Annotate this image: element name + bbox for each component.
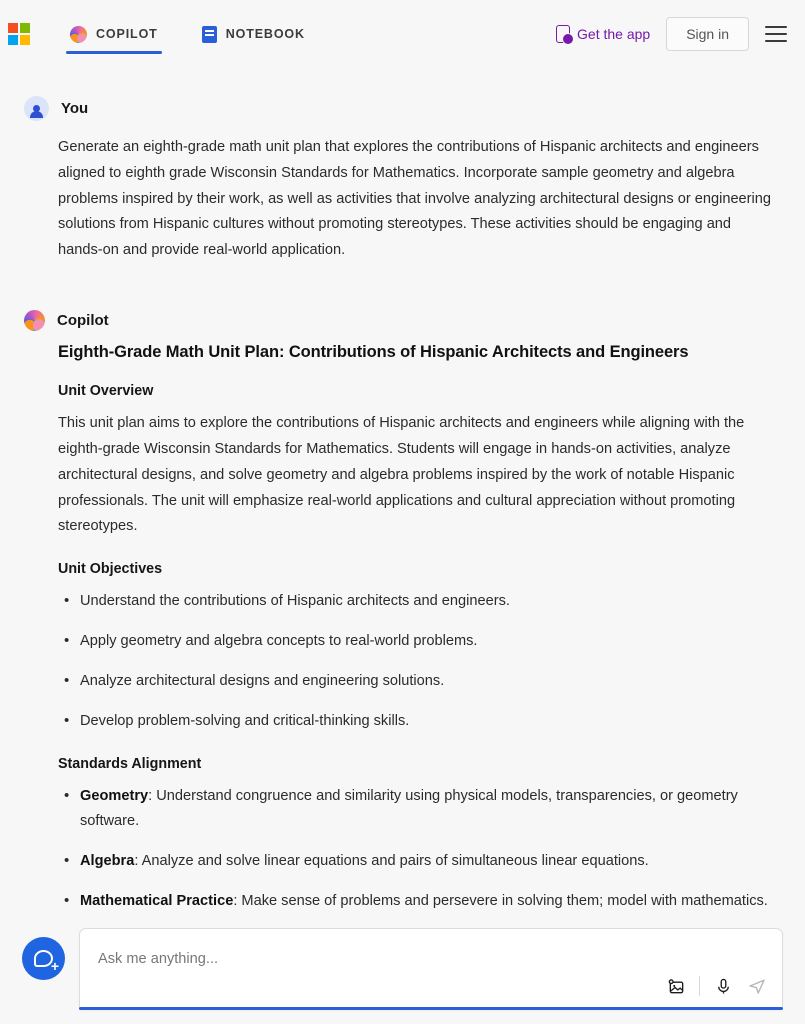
send-icon[interactable] [746, 975, 768, 997]
copilot-icon [70, 26, 87, 43]
list-item-text: : Analyze and solve linear equations and pairs of simultaneous linear equations. [134, 853, 649, 870]
section-heading-unit-overview: Unit Overview [58, 383, 154, 400]
assistant-name: Copilot [57, 312, 109, 330]
list-item-text: : Make sense of problems and persevere in solving them; model with mathematics. [233, 893, 768, 910]
assistant-message-header [24, 310, 775, 331]
tab-active-underline [66, 51, 162, 54]
list-item [58, 849, 775, 875]
user-message [24, 96, 775, 264]
list-item [58, 709, 775, 735]
microsoft-logo[interactable] [8, 23, 30, 45]
app-header [0, 0, 805, 68]
list-item [58, 669, 775, 695]
list-item-text: Understand the contributions of Hispanic architects and engineers. [80, 593, 510, 610]
list-item [58, 629, 775, 655]
composer-bar [0, 914, 805, 1024]
assistant-message [24, 310, 775, 915]
standards-alignment-list [58, 784, 775, 915]
get-the-app-label: Get the app [577, 26, 651, 42]
logo-square-red [8, 23, 18, 33]
person-icon [24, 96, 49, 121]
list-item [58, 589, 775, 615]
list-item-text: Apply geometry and algebra concepts to real-world problems. [80, 633, 478, 650]
assistant-answer [58, 343, 775, 915]
logo-square-blue [8, 35, 18, 45]
list-item-lead: Mathematical Practice [80, 893, 234, 910]
user-name: You [61, 100, 89, 117]
chat-input-placeholder[interactable]: Ask me anything... [98, 951, 219, 967]
answer-title: Eighth-Grade Math Unit Plan: Contributions of Hispanic Architects and Engineers [58, 343, 689, 362]
tab-notebook[interactable] [198, 0, 309, 68]
list-item-lead: Geometry [80, 787, 149, 804]
composer-actions [665, 975, 768, 997]
new-chat-icon[interactable] [22, 937, 65, 980]
logo-square-green [20, 23, 30, 33]
list-item-text: Analyze architectural designs and engineering solutions. [80, 672, 445, 689]
main-tabs [66, 0, 309, 68]
get-the-app-link[interactable] [556, 25, 650, 43]
list-item-lead: Algebra [80, 853, 135, 870]
logo-square-yellow [20, 35, 30, 45]
header-actions [556, 17, 787, 51]
list-item-text: : Understand congruence and similarity using physical models, transparencies, or geometry software. [80, 787, 738, 830]
tab-copilot-label: COPILOT [96, 27, 158, 41]
phone-chat-icon [556, 25, 570, 43]
copilot-icon [24, 310, 45, 331]
sign-in-button[interactable]: Sign in [666, 17, 749, 51]
tab-copilot[interactable] [66, 0, 162, 68]
list-item [58, 889, 775, 915]
list-item [58, 784, 775, 836]
user-message-text: Generate an eighth-grade math unit plan that explores the contributions of Hispanic architects and engineers aligned to eighth grade Wisconsin Standards for Mathematics. Incorporate sample geometry and algebra problems inspired by their work, as well as activities that involve analyzing architectural designs or engineering solutions from Hispanic cultures without promoting stereotypes. These activities should be engaging and hands-on and provide real-world application. [58, 139, 772, 259]
unit-objectives-list [58, 589, 775, 734]
section-heading-standards-alignment: Standards Alignment [58, 755, 202, 772]
composer-divider [699, 976, 700, 996]
list-item-text: Develop problem-solving and critical-thinking skills. [80, 712, 410, 729]
composer-box[interactable] [79, 928, 783, 1010]
microphone-icon[interactable] [712, 975, 734, 997]
composer-accent-bar [79, 1007, 783, 1010]
section-paragraph-unit-overview: This unit plan aims to explore the contributions of Hispanic architects and engineers while aligning with the eighth-grade Wisconsin Standards for Mathematics. Students will engage in hands-on activities, analyze architectural designs, and solve geometry and algebra problems inspired by the work of notable Hispanic professionals. The unit will emphasize real-world applications and cultural appreciation without promoting stereotypes. [58, 415, 745, 535]
hamburger-menu-icon[interactable] [765, 22, 787, 46]
add-image-icon[interactable] [665, 975, 687, 997]
notebook-icon [202, 26, 217, 43]
section-heading-unit-objectives: Unit Objectives [58, 561, 163, 578]
conversation-thread [0, 68, 805, 920]
tab-notebook-label: NOTEBOOK [225, 27, 305, 41]
user-message-header [24, 96, 775, 121]
